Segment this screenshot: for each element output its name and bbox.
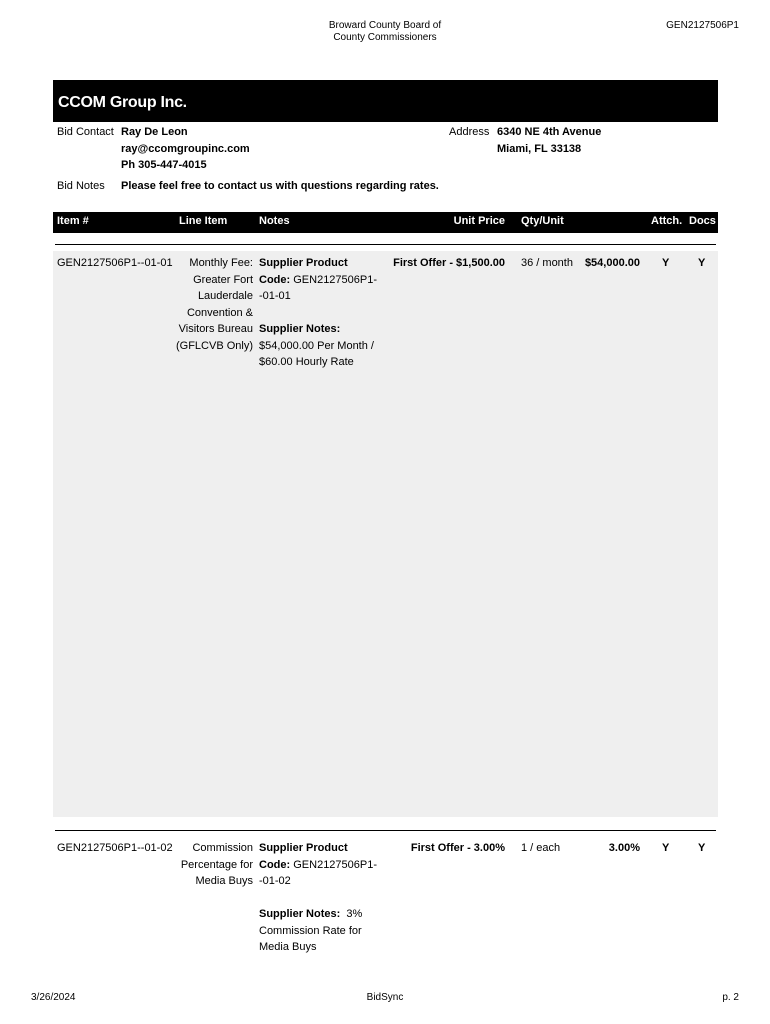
- line-item-text: Media Buys: [195, 875, 253, 887]
- organization-name: [285, 20, 485, 44]
- column-docs: Docs: [689, 215, 716, 227]
- document-id: GEN2127506P1: [666, 20, 739, 31]
- docs-flag: Y: [698, 842, 706, 854]
- item-notes: [259, 255, 389, 371]
- company-name: CCOM Group Inc.: [58, 94, 187, 111]
- organization-line-2: County Commissioners: [333, 32, 437, 43]
- bid-contact-details: [121, 124, 250, 174]
- supplier-notes-text: 3%: [346, 908, 363, 920]
- supplier-product-label: Supplier Product: [259, 842, 348, 854]
- company-header-bar: [53, 80, 718, 122]
- footer-date: 3/26/2024: [31, 992, 76, 1003]
- unit-price: First Offer - 3.00%: [410, 842, 505, 854]
- qty-unit: 1 / each: [521, 842, 561, 854]
- code-label: Code:: [259, 273, 291, 286]
- supplier-notes-first-line: [259, 906, 389, 923]
- supplier-product-label: Supplier Product: [259, 257, 348, 269]
- item-number: GEN2127506P1--01-02: [57, 842, 173, 854]
- line-item-text: Visitors Bureau: [178, 323, 253, 335]
- line-item-text: Lauderdale: [197, 290, 253, 302]
- row-divider: [55, 830, 716, 831]
- contact-email: ray@ccomgroupinc.com: [121, 142, 250, 155]
- address-details: [497, 124, 601, 157]
- address-line-2: Miami, FL 33138: [497, 142, 582, 155]
- code-value: GEN2127506P1-: [293, 858, 378, 871]
- supplier-notes-label: Supplier Notes:: [259, 908, 341, 920]
- attachment-flag: Y: [662, 257, 670, 269]
- column-attachments: Attch.: [651, 215, 683, 227]
- line-total: 3.00%: [608, 842, 640, 854]
- supplier-product-code-continued: -01-01: [259, 290, 291, 302]
- supplier-notes-text: Media Buys: [259, 941, 317, 953]
- supplier-notes-label: Supplier Notes:: [259, 323, 341, 335]
- address-label: Address: [449, 126, 490, 138]
- line-item-text: Percentage for: [180, 858, 253, 871]
- docs-flag: Y: [698, 257, 706, 269]
- line-item-description: [171, 840, 253, 890]
- line-item-text: Convention &: [186, 306, 253, 319]
- line-item-description: [171, 255, 253, 354]
- attachment-flag: Y: [662, 842, 670, 854]
- column-item-number: Item #: [57, 215, 89, 227]
- bid-notes-text: Please feel free to contact us with questions regarding rates.: [121, 180, 439, 192]
- code-value: GEN2127506P1-: [293, 273, 378, 286]
- row-divider: [55, 244, 716, 245]
- line-item-text: Greater Fort: [193, 273, 253, 286]
- footer-brand: BidSync: [366, 992, 404, 1003]
- supplier-notes-text: Commission Rate for: [259, 924, 362, 937]
- line-item-text: (GFLCVB Only): [175, 339, 253, 352]
- address-line-1: 6340 NE 4th Avenue: [497, 126, 602, 138]
- table-header: [53, 212, 718, 233]
- supplier-product-code: [259, 272, 389, 289]
- contact-phone: Ph 305-447-4015: [121, 159, 207, 171]
- supplier-product-code-continued: -01-02: [259, 875, 291, 887]
- line-item-text: Commission: [192, 842, 253, 854]
- line-total: $54,000.00: [584, 257, 640, 269]
- column-unit-price: Unit Price: [453, 215, 505, 227]
- line-item-text: Monthly Fee:: [189, 257, 253, 269]
- page-number: p. 2: [722, 992, 739, 1003]
- organization-line-1: Broward County Board of: [328, 20, 442, 31]
- bid-contact-label: Bid Contact: [57, 126, 114, 138]
- bid-notes-label: Bid Notes: [57, 180, 105, 192]
- qty-unit: 36 / month: [521, 257, 573, 269]
- supplier-product-code: [259, 857, 389, 874]
- item-number: GEN2127506P1--01-01: [57, 257, 173, 269]
- code-label: Code:: [259, 858, 291, 871]
- supplier-notes-text: $54,000.00 Per Month /: [259, 339, 374, 352]
- column-notes: Notes: [259, 215, 290, 227]
- supplier-notes-text: $60.00 Hourly Rate: [259, 356, 354, 368]
- column-line-item: Line Item: [179, 215, 228, 227]
- contact-name: Ray De Leon: [121, 126, 188, 138]
- column-qty-unit: Qty/Unit: [521, 215, 564, 227]
- item-notes: [259, 840, 389, 956]
- unit-price: First Offer - $1,500.00: [393, 257, 505, 269]
